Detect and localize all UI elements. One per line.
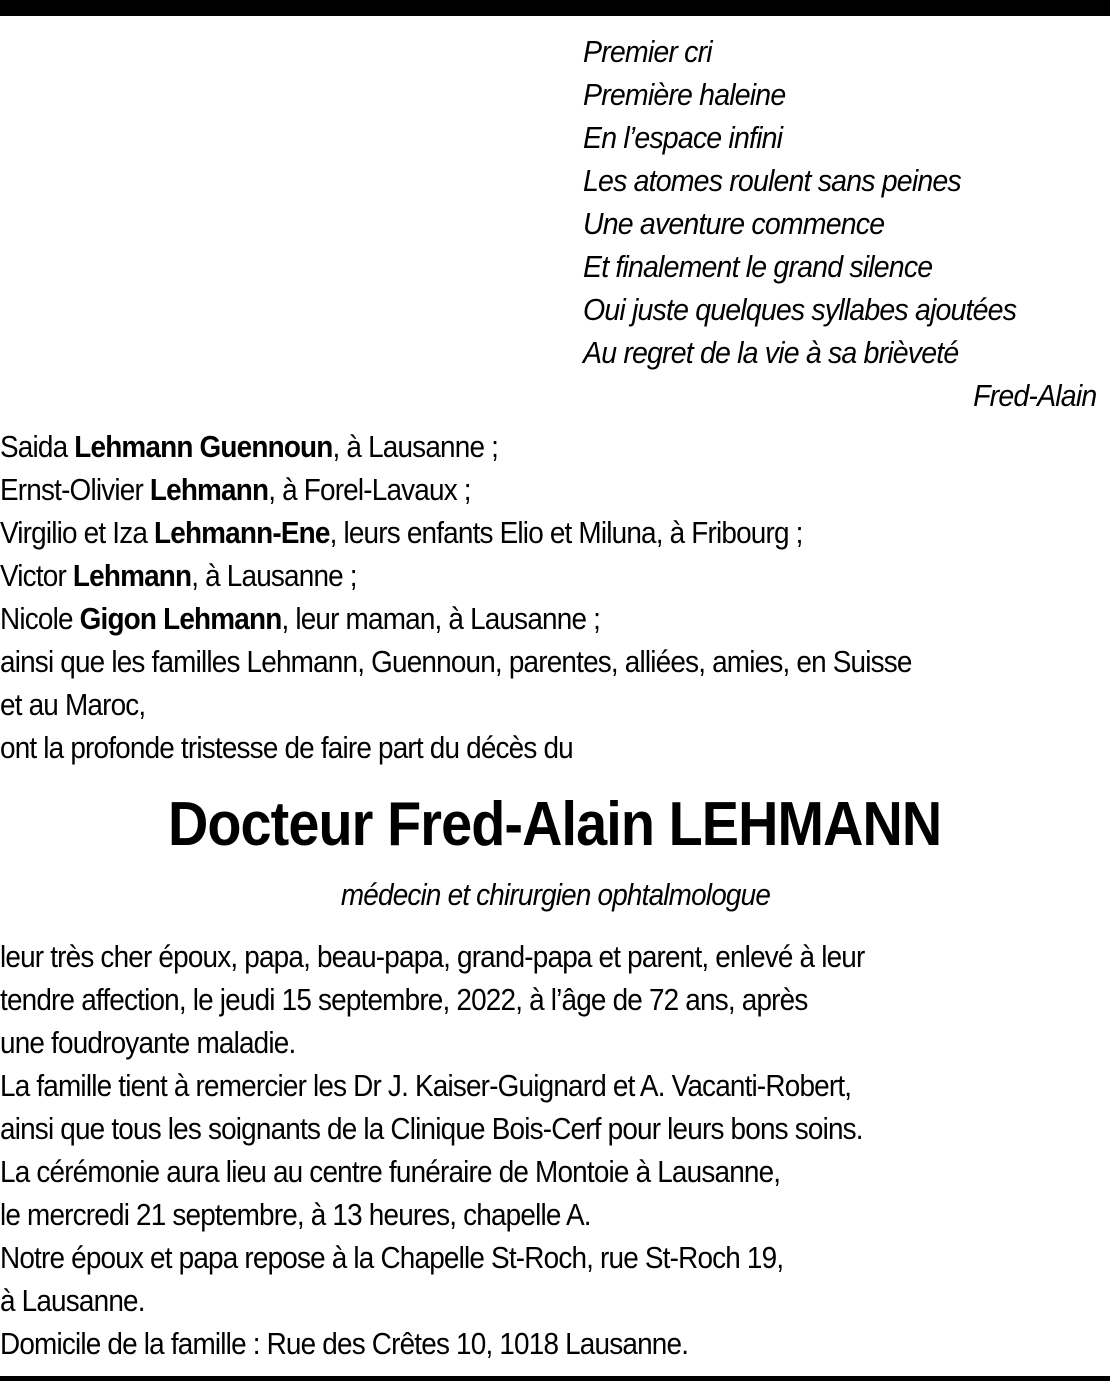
poem-line: Premier cri: [583, 34, 712, 69]
family-line-text: Nicole: [0, 601, 80, 636]
family-name: Lehmann: [72, 558, 192, 593]
poem-signature: Fred-Alain: [973, 378, 1097, 413]
family-line-text: , à Lausanne ;: [332, 429, 499, 464]
family-line: [0, 425, 999, 468]
family-line-text: Saida: [0, 429, 75, 464]
family-name: Gigon Lehmann: [79, 601, 282, 636]
announcement-body: [0, 935, 1110, 1365]
family-name: Lehmann-Ene: [154, 515, 330, 550]
family-line-text: , à Forel-Lavaux ;: [268, 472, 471, 507]
body-line: tendre affection, le jeudi 15 septembre, 2022, à l’âge de 72 ans, après: [0, 982, 808, 1017]
family-line: [0, 554, 999, 597]
deceased-profession-line: [0, 873, 1110, 916]
body-line: leur très cher époux, papa, beau-papa, grand-papa et parent, enlevé à leur: [0, 939, 865, 974]
family-announcement: [0, 425, 1110, 769]
deceased-name: Docteur Fred-Alain LEHMANN: [168, 790, 942, 859]
family-name: Lehmann: [149, 472, 269, 507]
poem-line: Et finalement le grand silence: [583, 249, 933, 284]
family-line-text: , à Lausanne ;: [191, 558, 357, 593]
family-name: Lehmann Guennoun: [74, 429, 333, 464]
family-line-text: Victor: [0, 558, 73, 593]
body-line: à Lausanne.: [0, 1283, 145, 1318]
family-line: [0, 597, 999, 640]
family-line-text: Virgilio et Iza: [0, 515, 155, 550]
poem-line: En l’espace infini: [583, 120, 783, 155]
family-line: [0, 468, 999, 511]
body-line: La famille tient à remercier les Dr J. Kaiser-Guignard et A. Vacanti-Robert,: [0, 1068, 852, 1103]
body-line: ainsi que tous les soignants de la Clinique Bois-Cerf pour leurs bons soins.: [0, 1111, 863, 1146]
poem-line: Oui juste quelques syllabes ajoutées: [583, 292, 1017, 327]
body-line: Domicile de la famille : Rue des Crêtes 10, 1018 Lausanne.: [0, 1326, 689, 1361]
deceased-profession: médecin et chirurgien ophtalmologue: [340, 877, 770, 912]
deceased-name-heading: [0, 785, 1110, 865]
family-line-text: , leurs enfants Elio et Miluna, à Fribourg ;: [329, 515, 803, 550]
family-line-text: , leur maman, à Lausanne ;: [281, 601, 601, 636]
top-rule: [0, 0, 1110, 16]
poem-line: Une aventure commence: [583, 206, 885, 241]
body-line: La cérémonie aura lieu au centre funéraire de Montoie à Lausanne,: [0, 1154, 781, 1189]
poem-line: Première haleine: [583, 77, 786, 112]
body-line: une foudroyante maladie.: [0, 1025, 296, 1060]
family-line: et au Maroc,: [0, 687, 146, 722]
poem-line: Au regret de la vie à sa brièveté: [583, 335, 959, 370]
family-line: ont la profonde tristesse de faire part du décès du: [0, 730, 573, 765]
body-line: Notre époux et papa repose à la Chapelle St-Roch, rue St-Roch 19,: [0, 1240, 784, 1275]
poem-line: Les atomes roulent sans peines: [583, 163, 961, 198]
body-line: le mercredi 21 septembre, à 13 heures, chapelle A.: [0, 1197, 591, 1232]
family-line: [0, 511, 999, 554]
family-line: ainsi que les familles Lehmann, Guennoun, parentes, alliées, amies, en Suisse: [0, 644, 912, 679]
bottom-rule: [0, 1376, 1110, 1381]
poem: [583, 30, 1097, 413]
family-line-text: Ernst-Olivier: [0, 472, 150, 507]
